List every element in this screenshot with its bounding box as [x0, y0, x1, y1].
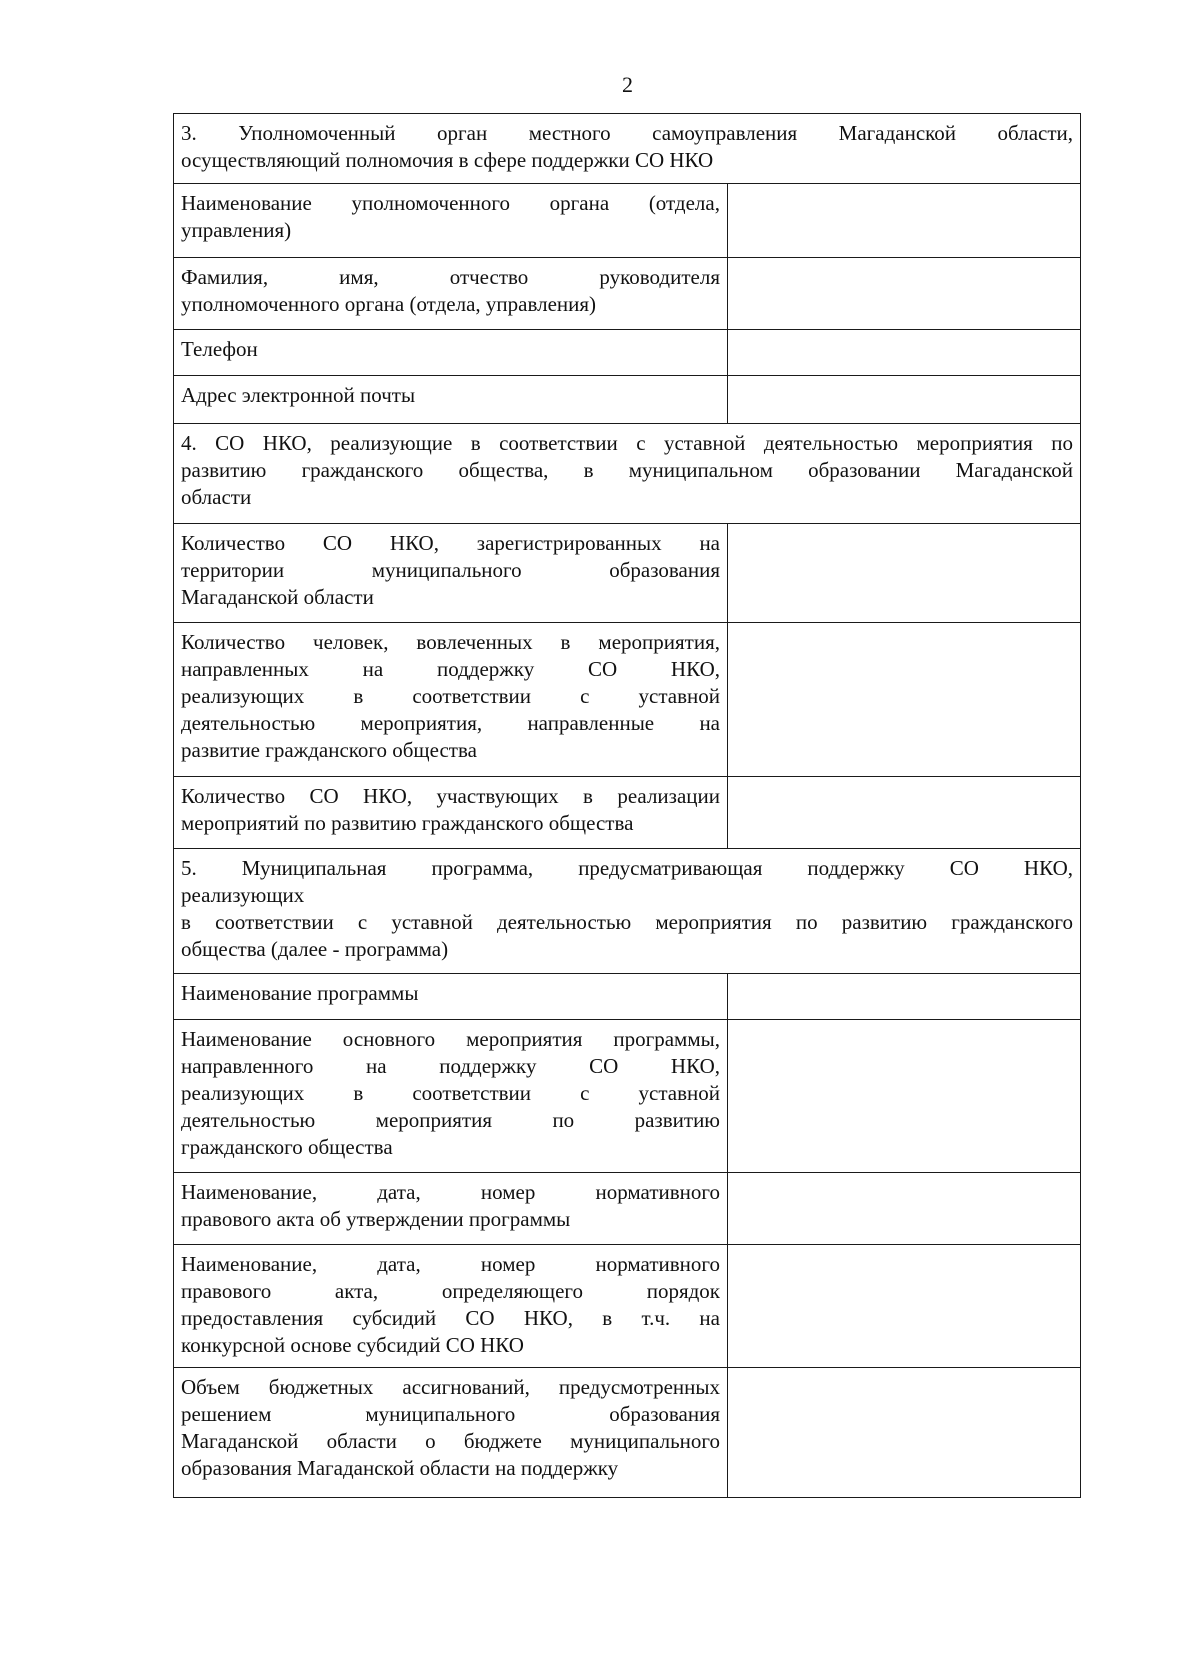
- table-row: [174, 258, 1081, 330]
- field-value-cell[interactable]: [728, 524, 1081, 623]
- text-line: развитие гражданского общества: [181, 738, 477, 762]
- text-line: уполномоченного органа (отдела, управления): [181, 292, 597, 316]
- field-label: [174, 777, 728, 849]
- text-line: Наименование основного мероприятия программы,: [181, 1027, 720, 1051]
- text-line: Телефон: [181, 337, 258, 361]
- table-row: [174, 623, 1081, 777]
- section-header-row-s3: [174, 114, 1081, 184]
- table-row: [174, 1368, 1081, 1498]
- text-line: Объем бюджетных ассигнований, предусмотренных: [181, 1375, 720, 1399]
- table-row: [174, 1173, 1081, 1245]
- table-row: [174, 777, 1081, 849]
- field-value-cell[interactable]: [728, 330, 1081, 376]
- text-line: гражданского общества: [181, 1135, 393, 1159]
- section-title: [174, 849, 1081, 974]
- text-line: правового акта, определяющего порядок: [181, 1279, 720, 1303]
- text-line: деятельностью мероприятия по развитию: [181, 1108, 720, 1132]
- field-value-cell[interactable]: [728, 184, 1081, 258]
- table-row: [174, 330, 1081, 376]
- text-line: Наименование уполномоченного органа (отдела,: [181, 191, 720, 215]
- text-line: 4. СО НКО, реализующие в соответствии с уставной деятельностью мероприятия по: [181, 431, 1074, 455]
- text-line: управления): [181, 218, 292, 242]
- field-label: [174, 1245, 728, 1368]
- table-row: [174, 1020, 1081, 1173]
- text-line: предоставления субсидий СО НКО, в т.ч. на: [181, 1306, 720, 1330]
- text-line: Наименование, дата, номер нормативного: [181, 1180, 720, 1204]
- section-header-row-s5: [174, 849, 1081, 974]
- page-number: 2: [622, 72, 633, 97]
- text-line: осуществляющий полномочия в сфере поддержки СО НКО: [181, 148, 714, 172]
- text-line: Магаданской области о бюджете муниципального: [181, 1429, 720, 1453]
- field-label: [174, 184, 728, 258]
- field-label: [174, 330, 728, 376]
- form-table: [173, 113, 1081, 1498]
- field-label: [174, 376, 728, 424]
- text-line: решением муниципального образования: [181, 1402, 720, 1426]
- text-line: реализующих: [181, 883, 305, 907]
- text-line: Количество СО НКО, зарегистрированных на: [181, 531, 720, 555]
- field-label: [174, 623, 728, 777]
- text-line: направленного на поддержку СО НКО,: [181, 1054, 720, 1078]
- field-label: [174, 1020, 728, 1173]
- field-value-cell[interactable]: [728, 376, 1081, 424]
- field-label: [174, 258, 728, 330]
- field-value-cell[interactable]: [728, 1173, 1081, 1245]
- table-row: [174, 524, 1081, 623]
- field-value-cell[interactable]: [728, 1020, 1081, 1173]
- text-line: реализующих в соответствии с уставной: [181, 1081, 720, 1105]
- text-line: направленных на поддержку СО НКО,: [181, 657, 720, 681]
- table-row: [174, 1245, 1081, 1368]
- field-label: [174, 1173, 728, 1245]
- section-title: [174, 424, 1081, 524]
- table-row: [174, 184, 1081, 258]
- field-value-cell[interactable]: [728, 258, 1081, 330]
- text-line: Адрес электронной почты: [181, 383, 416, 407]
- text-line: Фамилия, имя, отчество руководителя: [181, 265, 720, 289]
- field-value-cell[interactable]: [728, 777, 1081, 849]
- text-line: образования Магаданской области на поддержку: [181, 1456, 619, 1480]
- text-line: развитию гражданского общества, в муниципальном образовании Магаданской: [181, 458, 1074, 482]
- field-value-cell[interactable]: [728, 1368, 1081, 1498]
- text-line: правового акта об утверждении программы: [181, 1207, 571, 1231]
- text-line: области: [181, 485, 252, 509]
- field-label: [174, 974, 728, 1020]
- field-value-cell[interactable]: [728, 623, 1081, 777]
- text-line: общества (далее - программа): [181, 937, 449, 961]
- text-line: Наименование, дата, номер нормативного: [181, 1252, 720, 1276]
- field-label: [174, 1368, 728, 1498]
- text-line: территории муниципального образования: [181, 558, 720, 582]
- text-line: Магаданской области: [181, 585, 374, 609]
- field-label: [174, 524, 728, 623]
- table-row: [174, 974, 1081, 1020]
- text-line: Наименование программы: [181, 981, 419, 1005]
- text-line: в соответствии с уставной деятельностью мероприятия по развитию гражданского: [181, 910, 1074, 934]
- text-line: реализующих в соответствии с уставной: [181, 684, 720, 708]
- text-line: Количество человек, вовлеченных в мероприятия,: [181, 630, 720, 654]
- text-line: деятельностью мероприятия, направленные на: [181, 711, 720, 735]
- field-value-cell[interactable]: [728, 974, 1081, 1020]
- field-value-cell[interactable]: [728, 1245, 1081, 1368]
- section-title: [174, 114, 1081, 184]
- text-line: 3. Уполномоченный орган местного самоуправления Магаданской области,: [181, 121, 1074, 145]
- text-line: Количество СО НКО, участвующих в реализации: [181, 784, 720, 808]
- text-line: мероприятий по развитию гражданского общества: [181, 811, 634, 835]
- text-line: 5. Муниципальная программа, предусматривающая поддержку СО НКО,: [181, 856, 1074, 880]
- section-header-row-s4: [174, 424, 1081, 524]
- table-row: [174, 376, 1081, 424]
- text-line: конкурсной основе субсидий СО НКО: [181, 1333, 524, 1357]
